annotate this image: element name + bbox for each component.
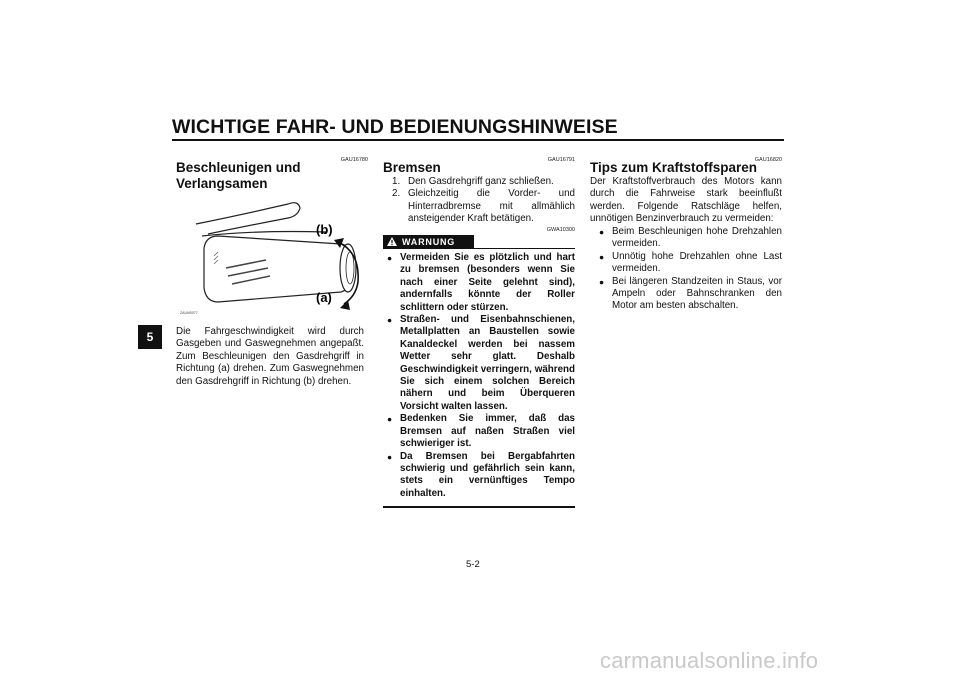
warning-text: Straßen- und Eisenbahnschienen, Metallplatten an Baustellen sowie Kanaldeckel werden bei nassem Wetter sehr glatt. Deshalb Geschwindigkeit verringern, während Sie sich einem solchen Bereich nähern und beim Überqueren Vorsicht walten lassen. [400, 314, 575, 412]
warning-top-rule [474, 248, 575, 249]
title-divider [172, 139, 784, 141]
warning-badge [383, 235, 474, 249]
section-code-braking: GAU16791 [547, 157, 575, 163]
step-text: Gleichzeitig die Vorder- und Hinterradbremse mit allmählich ansteigender Kraft betätigen. [408, 188, 575, 225]
list-item [599, 276, 782, 313]
warning-label: WARNUNG [402, 237, 456, 247]
chapter-tab: 5 [138, 325, 162, 349]
fuel-intro-text: Der Kraftstoffverbrauch des Motors kann durch die Fahrweise stark beeinflußt werden. Folgende Ratschläge helfen, unnötigen Benzinverbrauch zu vermeiden: [590, 176, 782, 225]
list-item [387, 314, 575, 413]
throttle-grip-illustration [176, 196, 368, 323]
warning-code: GWA10300 [546, 227, 575, 233]
list-item [392, 188, 575, 225]
tip-text: Beim Beschleunigen hohe Drehzahlen vermeiden. [612, 226, 782, 250]
list-item [387, 252, 575, 314]
list-item [599, 226, 782, 251]
heading-fuel-saving: Tips zum Kraftstoffsparen [590, 160, 758, 175]
warning-bottom-rule [383, 506, 575, 508]
braking-steps [392, 176, 575, 226]
figure-code: ZAUM0077 [180, 311, 198, 315]
warning-text: Vermeiden Sie es plötzlich und hart zu bremsen (besonders wenn Sie nach einer Seite gelehnt sind), andernfalls könnte der Roller schlittern oder stürzen. [400, 252, 575, 313]
step-number: 2. [392, 188, 401, 200]
watermark: carmanualsonline.info [600, 648, 819, 673]
warning-text: Da Bremsen bei Bergabfahrten schwierig und gefährlich sein kann, stets ein vernünftiges Tempo einhalten. [400, 450, 575, 499]
bullet-icon: ● [387, 451, 393, 462]
section-code-acceleration: GAU16780 [340, 157, 368, 163]
section-code-fuel: GAU16820 [754, 157, 782, 163]
warning-text: Bedenken Sie immer, daß das Bremsen auf naßen Straßen viel schwieriger ist. [400, 413, 575, 450]
page-number: 5-2 [466, 559, 480, 570]
heading-acceleration-line2: Verlangsamen [176, 176, 268, 191]
heading-acceleration-line1: Beschleunigen und [176, 160, 301, 175]
bullet-icon: ● [599, 227, 605, 237]
step-number: 1. [392, 176, 401, 187]
tip-text: Unnötig hohe Drehzahlen ohne Last vermeiden. [612, 250, 782, 275]
bullet-icon: ● [387, 253, 393, 263]
step-text: Den Gasdrehgriff ganz schließen. [408, 176, 554, 187]
label-a: (a) [316, 290, 332, 305]
warning-triangle-icon [387, 237, 397, 248]
acceleration-text: Die Fahrgeschwindigkeit wird durch Gasgeben und Gaswegnehmen angepaßt. Zum Beschleunigen den Gasdrehgriff in Richtung (a) drehen. Zum Gaswegnehmen den Gasdrehgriff in Richtung (b) drehen. [176, 326, 364, 387]
bullet-icon: ● [599, 276, 605, 287]
tip-text: Bei längeren Standzeiten in Staus, vor Ampeln oder Bahnschranken den Motor am besten abschalten. [612, 275, 782, 312]
bullet-icon: ● [599, 251, 605, 262]
warning-list [387, 252, 575, 500]
page-title: WICHTIGE FAHR- UND BEDIENUNGSHINWEISE [172, 116, 618, 138]
heading-acceleration [176, 160, 368, 192]
heading-braking: Bremsen [383, 160, 441, 175]
label-b: (b) [316, 222, 333, 237]
list-item [392, 176, 575, 188]
list-item [599, 251, 782, 276]
fuel-tips-list [599, 226, 782, 313]
throttle-grip-drawing [176, 196, 368, 318]
list-item [387, 413, 575, 450]
bullet-icon: ● [387, 315, 393, 326]
list-item [387, 451, 575, 501]
bullet-icon: ● [387, 414, 393, 425]
